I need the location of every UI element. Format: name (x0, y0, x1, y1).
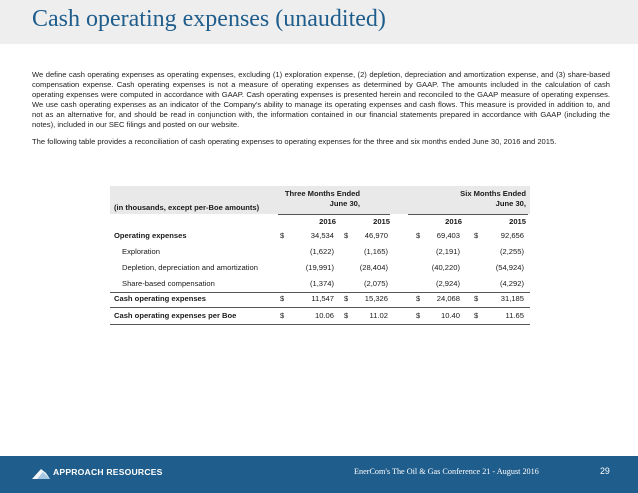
table-cell: (28,404) (359, 263, 388, 272)
table-cell: 11.02 (369, 311, 388, 320)
currency-symbol: $ (344, 294, 349, 303)
table-row (110, 277, 530, 291)
company-name: APPROACH RESOURCES (53, 467, 163, 477)
title-bar (0, 0, 638, 44)
table-cell: (2,255) (499, 247, 524, 256)
year-header: 2016 (319, 217, 336, 226)
currency-symbol: $ (474, 231, 479, 240)
year-header: 2015 (509, 217, 526, 226)
year-header: 2016 (445, 217, 462, 226)
table-row (110, 229, 530, 243)
definition-paragraph: We define cash operating expenses as operating expenses, excluding (1) exploration expense, (2) depletion, depreciation and amortization expense, and (3) share-based compensation expense. Cash operating expenses is not a measure of operating expenses as determined by GAAP. The amounts included in the calculation of cash operating expenses were computed in accordance with GAAP. Cash operating expenses is presented herein and reconciled to the GAAP measure of operating expenses. We use cash operating expenses as an indicator of the Company's ability to manage its operating expenses and cash flows. This measure is provided in addition to, and not as an alternative for, and should be read in conjunction with, the information contained in our financial statements prepared in accordance with GAAP (including the notes), included in our SEC filings and posted on our website. (32, 70, 610, 130)
page-number: 29 (600, 466, 610, 476)
table-cell: 46,970 (364, 231, 388, 240)
table-cell: 34,534 (310, 231, 334, 240)
table-cell: 11,547 (311, 294, 334, 303)
row-divider (110, 324, 530, 325)
row-label: Share-based compensation (122, 279, 215, 288)
row-label: Depletion, depreciation and amortization (122, 263, 258, 272)
row-divider (110, 307, 530, 308)
currency-symbol: $ (280, 311, 285, 320)
page-title: Cash operating expenses (unaudited) (32, 6, 386, 32)
table-cell: (1,165) (363, 247, 388, 256)
currency-symbol: $ (416, 231, 421, 240)
row-label: Cash operating expenses (114, 294, 207, 303)
table-cell: (2,924) (435, 279, 460, 288)
three-months-header-line2: June 30, (329, 199, 360, 208)
units-label: (in thousands, except per-Boe amounts) (114, 203, 260, 212)
table-cell: 10.40 (440, 311, 460, 320)
row-label: Exploration (122, 247, 160, 256)
currency-symbol: $ (344, 231, 349, 240)
currency-symbol: $ (280, 231, 285, 240)
currency-symbol: $ (474, 311, 479, 320)
table-cell: (54,924) (495, 263, 524, 272)
row-label: Cash operating expenses per Boe (114, 311, 237, 320)
table-cell: 15,326 (364, 294, 388, 303)
reconciliation-table (110, 186, 530, 300)
row-label: Operating expenses (114, 231, 187, 240)
currency-symbol: $ (416, 294, 421, 303)
header-divider (408, 214, 528, 215)
table-cell: 11.65 (505, 311, 524, 320)
table-cell: 31,185 (500, 294, 524, 303)
table-row (110, 292, 530, 306)
three-months-header-line1: Three Months Ended (284, 189, 360, 198)
table-cell: (1,622) (309, 247, 334, 256)
conference-label: EnerCom's The Oil & Gas Conference 21 - August 2016 (354, 467, 539, 476)
table-cell: 24,068 (436, 294, 460, 303)
six-months-header-line1: Six Months Ended (460, 189, 526, 198)
year-header: 2015 (373, 217, 390, 226)
three-months-header (285, 189, 360, 209)
table-cell: (2,191) (435, 247, 460, 256)
table-cell: (1,374) (309, 279, 334, 288)
table-intro-paragraph: The following table provides a reconciliation of cash operating expenses to operating expenses for the three and six months ended June 30, 2016 and 2015. (32, 137, 557, 146)
currency-symbol: $ (280, 294, 285, 303)
six-months-header (460, 189, 526, 209)
table-cell: 69,403 (436, 231, 460, 240)
table-cell: (19,991) (305, 263, 334, 272)
table-row (110, 261, 530, 275)
table-cell: (4,292) (499, 279, 524, 288)
table-cell: 10.06 (314, 311, 334, 320)
table-row (110, 309, 530, 323)
table-cell: (2,075) (363, 279, 388, 288)
reconciliation-table-totals (110, 292, 530, 332)
header-divider (278, 214, 390, 215)
currency-symbol: $ (416, 311, 421, 320)
footer-bar (0, 456, 638, 493)
company-logo-icon (32, 467, 50, 479)
table-cell: 92,656 (500, 231, 524, 240)
table-row (110, 245, 530, 259)
currency-symbol: $ (474, 294, 479, 303)
six-months-header-line2: June 30, (495, 199, 526, 208)
table-cell: (40,220) (431, 263, 460, 272)
currency-symbol: $ (344, 311, 349, 320)
